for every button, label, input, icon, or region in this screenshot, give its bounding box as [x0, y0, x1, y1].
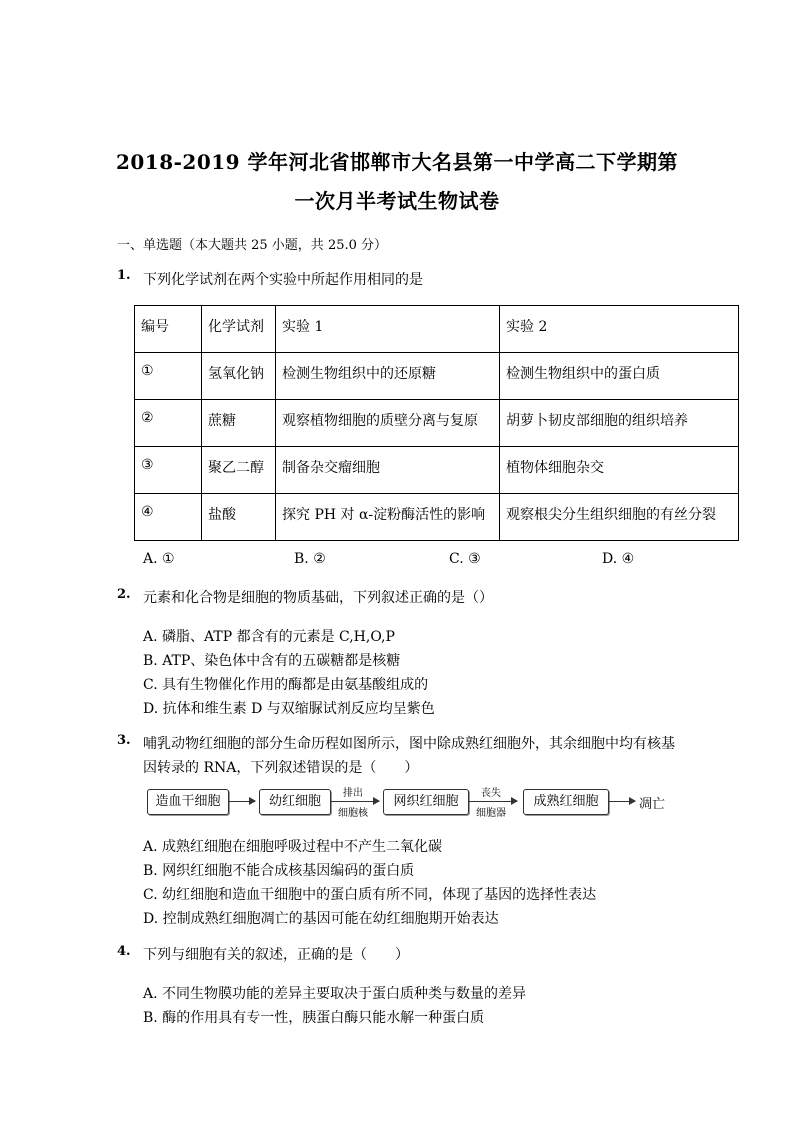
table-cell: 盐酸	[202, 494, 276, 541]
table-header-cell: 实验 1	[276, 306, 500, 353]
option-a[interactable]: A. 磷脂、ATP 都含有的元素是 C,H,O,P	[143, 629, 395, 645]
question-number-4: 4.	[117, 944, 131, 959]
experiment-table	[134, 305, 739, 541]
table-cell: ②	[135, 400, 202, 447]
table-row	[135, 400, 739, 447]
table-cell: 胡萝卜韧皮部细胞的组织培养	[500, 400, 739, 447]
table-cell: 聚乙二醇	[202, 447, 276, 494]
stem-cell-box: 造血干细胞	[147, 789, 229, 815]
option-b[interactable]: B. ②	[294, 551, 326, 567]
table-cell: 蔗糖	[202, 400, 276, 447]
reticulocyte-box: 网织红细胞	[383, 789, 469, 815]
option-d[interactable]: D. 控制成熟红细胞凋亡的基因可能在幼红细胞期开始表达	[143, 911, 499, 927]
table-cell: ①	[135, 353, 202, 400]
section-heading: 一、单选题（本大题共 25 小题，共 25.0 分）	[117, 238, 388, 253]
table-row	[135, 494, 739, 541]
erythroblast-box: 幼红细胞	[259, 789, 331, 815]
mature-rbc-box: 成熟红细胞	[523, 789, 609, 815]
table-row	[135, 353, 739, 400]
apoptosis-label: 凋亡	[639, 797, 666, 812]
question-stem-3-line2: 因转录的 RNA，下列叙述错误的是（ ）	[143, 760, 419, 776]
table-header-cell: 实验 2	[500, 306, 739, 353]
option-d[interactable]: D. 抗体和维生素 D 与双缩脲试剂反应均呈紫色	[143, 701, 435, 717]
arrow-label-top: 丧失	[481, 788, 501, 799]
option-a[interactable]: A. 不同生物膜功能的差异主要取决于蛋白质种类与数量的差异	[143, 986, 527, 1002]
arrow-icon	[609, 801, 635, 802]
option-a[interactable]: A. 成熟红细胞在细胞呼吸过程中不产生二氧化碳	[143, 839, 443, 855]
option-d[interactable]: D. ④	[602, 551, 635, 567]
option-b[interactable]: B. 酶的作用具有专一性，胰蛋白酶只能水解一种蛋白质	[143, 1010, 485, 1026]
question-number-1: 1.	[117, 268, 131, 283]
table-cell: 观察根尖分生组织细胞的有丝分裂	[500, 494, 739, 541]
question-stem-1: 下列化学试剂在两个实验中所起作用相同的是	[143, 272, 423, 288]
table-cell: 检测生物组织中的蛋白质	[500, 353, 739, 400]
question-stem-3-line1: 哺乳动物红细胞的部分生命历程如图所示，图中除成熟红细胞外，其余细胞中均有核基	[143, 736, 675, 752]
red-cell-lifecycle-diagram	[143, 787, 673, 817]
arrow-label-bottom: 细胞核	[338, 808, 368, 819]
exam-title-line1: 2018-2019 学年河北省邯郸市大名县第一中学高二下学期第	[115, 150, 679, 174]
arrow-icon	[331, 801, 379, 802]
arrow-label-bottom: 细胞器	[476, 808, 506, 819]
question-stem-2: 元素和化合物是细胞的物质基础，下列叙述正确的是（）	[143, 590, 493, 606]
table-cell: 探究 PH 对 α-淀粉酶活性的影响	[276, 494, 500, 541]
question-number-3: 3.	[117, 733, 131, 748]
table-cell: 氢氧化钠	[202, 353, 276, 400]
question-number-2: 2.	[117, 587, 131, 602]
table-cell: ③	[135, 447, 202, 494]
table-header-cell: 编号	[135, 306, 202, 353]
option-c[interactable]: C. ③	[449, 551, 481, 567]
table-cell: 植物体细胞杂交	[500, 447, 739, 494]
option-b[interactable]: B. 网织红细胞不能合成核基因编码的蛋白质	[143, 863, 415, 879]
arrow-label-top: 排出	[343, 788, 363, 799]
table-row	[135, 447, 739, 494]
option-c[interactable]: C. 幼红细胞和造血干细胞中的蛋白质有所不同，体现了基因的选择性表达	[143, 887, 597, 903]
table-cell: 检测生物组织中的还原糖	[276, 353, 500, 400]
exam-title-line2: 一次月半考试生物试卷	[294, 189, 500, 213]
option-a[interactable]: A. ①	[143, 551, 175, 567]
table-cell: 观察植物细胞的质壁分离与复原	[276, 400, 500, 447]
table-cell: 制备杂交瘤细胞	[276, 447, 500, 494]
table-header-cell: 化学试剂	[202, 306, 276, 353]
option-b[interactable]: B. ATP、染色体中含有的五碳糖都是核糖	[143, 653, 401, 669]
table-cell: ④	[135, 494, 202, 541]
arrow-icon	[469, 801, 517, 802]
arrow-icon	[229, 801, 255, 802]
option-c[interactable]: C. 具有生物催化作用的酶都是由氨基酸组成的	[143, 677, 429, 693]
table-header-row	[135, 306, 739, 353]
question-stem-4: 下列与细胞有关的叙述，正确的是（ ）	[143, 947, 409, 963]
